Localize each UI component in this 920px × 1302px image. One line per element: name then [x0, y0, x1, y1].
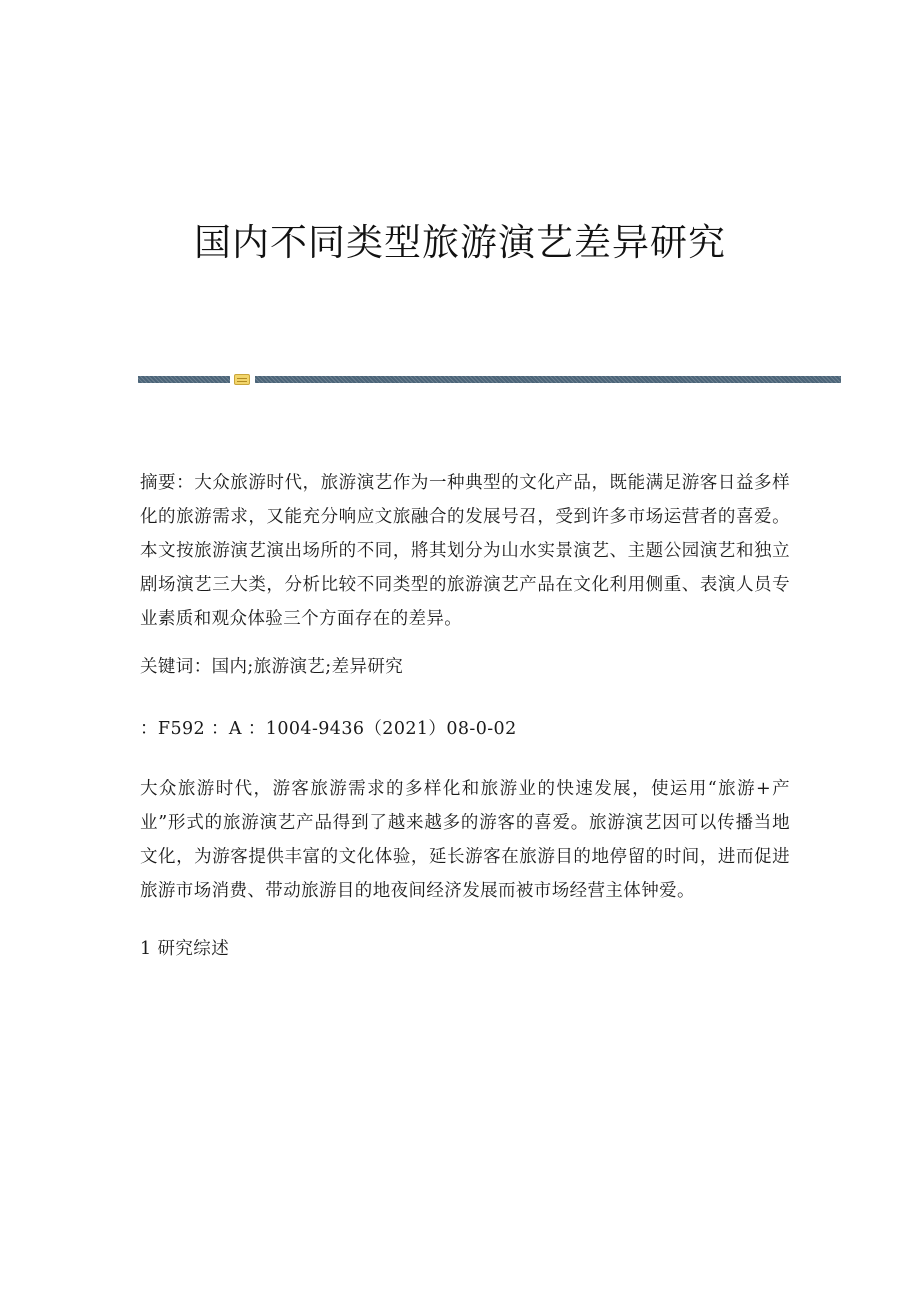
abstract-text: 大众旅游时代，旅游演艺作为一种典型的文化产品，既能满足游客日益多样化的旅游需求，又能充分响应文旅融合的发展号召，受到许多市场运营者的喜爱。本文按旅游演艺演出场所的不同，將其划分为山水实景演艺、主题公园演艺和独立剧场演艺三大类，分析比较不同类型的旅游演艺产品在文化利用侧重、表演人员专业素质和观众体验三个方面存在的差异。	[140, 473, 790, 629]
keywords-label: 关键词：	[140, 657, 212, 677]
intro-paragraph: 大众旅游时代，游客旅游需求的多样化和旅游业的快速发展，使运用“旅游+产业”形式的旅游演艺产品得到了越来越多的游客的喜爱。旅游演艺因可以传播当地文化，为游客提供丰富的文化体验，延长游客在旅游目的地停留的时间，进而促进旅游市场消费、带动旅游目的地夜间经济发展而被市场经营主体钟爱。	[140, 779, 790, 901]
abstract-paragraph	[140, 466, 790, 636]
keywords-line	[140, 650, 790, 684]
section-heading: 1 研究综述	[140, 939, 230, 959]
keywords-text: 国内;旅游演艺;差异研究	[211, 657, 404, 677]
title-divider	[138, 374, 841, 384]
divider-ornament-icon	[234, 374, 250, 385]
divider-bar-right	[255, 376, 841, 383]
document-body	[140, 466, 790, 966]
abstract-label: 摘要：	[140, 473, 195, 493]
divider-bar-left	[138, 376, 230, 383]
document-title: 国内不同类型旅游演艺差异研究	[194, 221, 726, 264]
classification-line: ：F592 ：A ：1004-9436（2021）08-0-02	[140, 719, 517, 739]
